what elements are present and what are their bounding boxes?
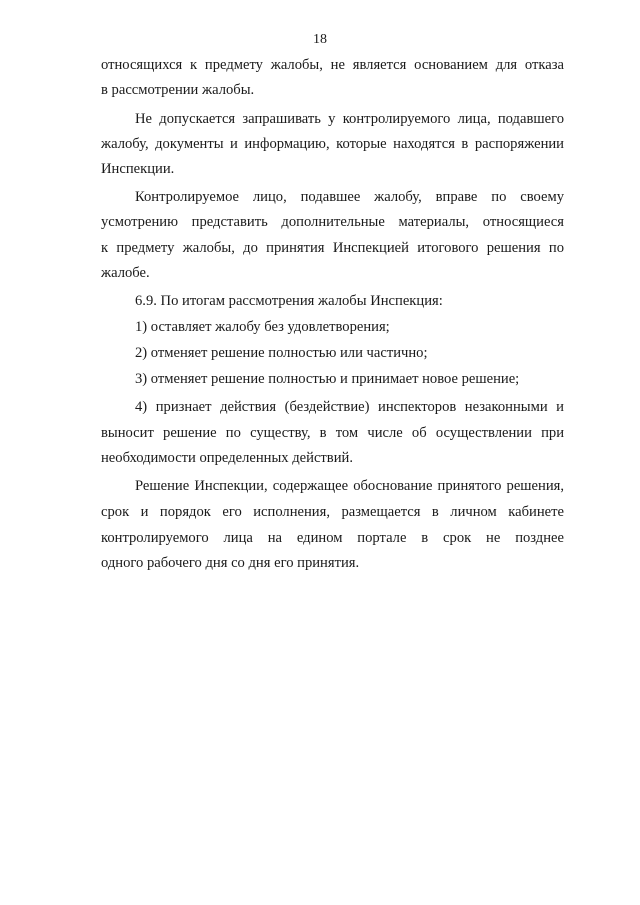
text-line: жалобе. xyxy=(101,265,150,281)
text-line: жалобу, документы и информацию, которые находятся в распоряжении xyxy=(101,136,564,152)
text-line: необходимости определенных действий. xyxy=(101,450,353,466)
text-line: контролируемого лица на едином портале в срок не позднее xyxy=(101,530,564,546)
section-heading: 6.9. По итогам рассмотрения жалобы Инспекция: xyxy=(135,293,443,309)
text-line: в рассмотрении жалобы. xyxy=(101,82,255,98)
list-item: 4) признает действия (бездействие) инспекторов незаконными и xyxy=(135,399,564,415)
text-line: одного рабочего дня со дня его принятия. xyxy=(101,555,360,571)
text-line: относящихся к предмету жалобы, не является основанием для отказа xyxy=(101,57,564,73)
list-item: 3) отменяет решение полностью и принимает новое решение; xyxy=(135,371,520,387)
text-line: срок и порядок его исполнения, размещается в личном кабинете xyxy=(101,504,564,520)
text-line: Не допускается запрашивать у контролируемого лица, подавшего xyxy=(135,111,564,127)
text-line: Инспекции. xyxy=(101,161,175,177)
text-line: к предмету жалобы, до принятия Инспекцией итогового решения по xyxy=(101,240,564,256)
text-line: Решение Инспекции, содержащее обоснование принятого решения, xyxy=(135,478,564,494)
page-number: 18 xyxy=(313,32,327,47)
text-line: выносит решение по существу, в том числе об осуществлении при xyxy=(101,425,564,441)
text-line: усмотрению представить дополнительные материалы, относящиеся xyxy=(101,214,564,230)
text-line: Контролируемое лицо, подавшее жалобу, вправе по своему xyxy=(135,189,564,205)
list-item: 2) отменяет решение полностью или частично; xyxy=(135,345,428,361)
list-item: 1) оставляет жалобу без удовлетворения; xyxy=(135,319,390,335)
